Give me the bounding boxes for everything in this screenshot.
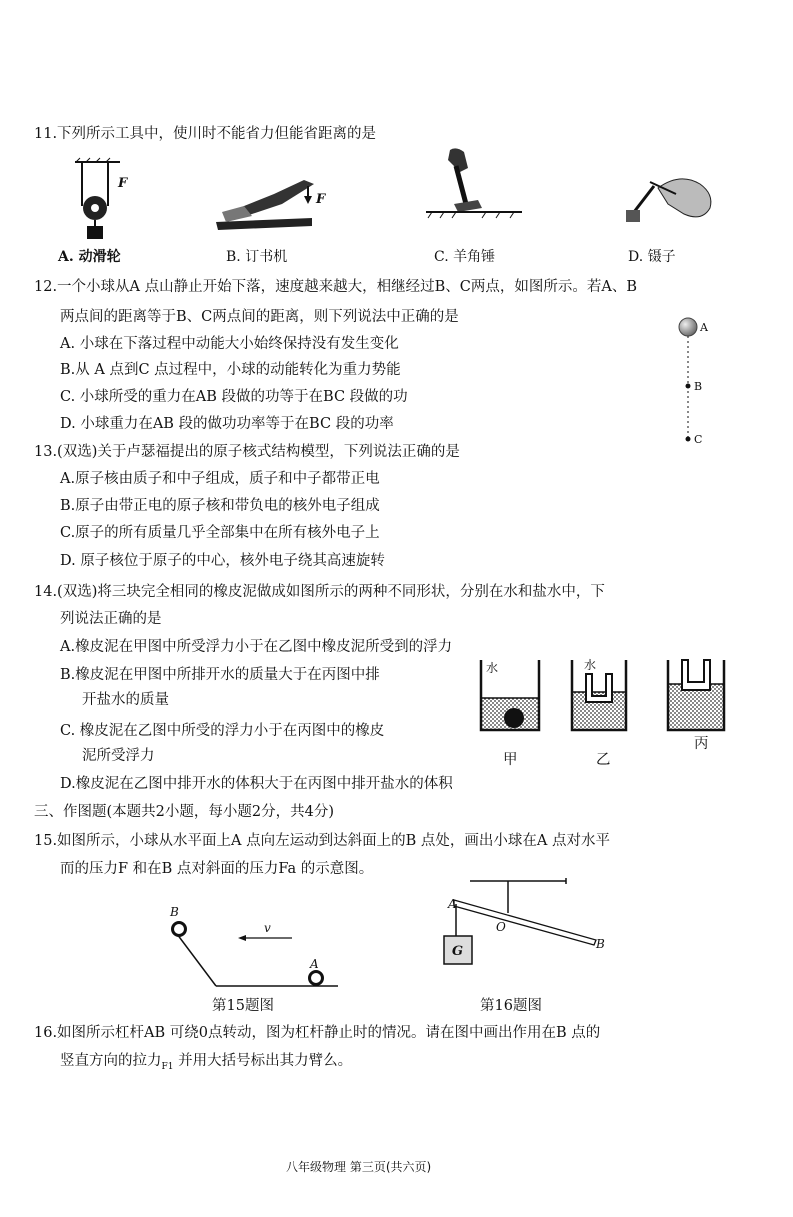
q13-option-d: D. 原子核位于原子的中心，核外电子绕其高速旋转	[60, 553, 385, 569]
q14-option-b-line1: B.橡皮泥在甲图中所排开水的质量大于在丙图中排	[60, 667, 380, 683]
lever-point-a-label: A	[448, 897, 457, 911]
beaker2-caption: 乙	[596, 752, 611, 768]
stapler-figure	[214, 174, 324, 234]
ball-point-c-label: C	[694, 433, 703, 446]
q14-option-c-line2: 泥所受浮力	[82, 748, 155, 764]
lever-point-b-label: B	[596, 937, 605, 951]
q12-option-b: B.从 A 点到C 点过程中，小球的动能转化为重力势能	[60, 362, 401, 378]
q11-stem: 11.下列所示工具中，使川时不能省力但能省距离的是	[34, 126, 377, 142]
q16-stem-line1: 16.如图所示杠杆AB 可绕0点转动，图为杠杆静止时的情况。请在图中画出作用在B 点的	[34, 1025, 601, 1041]
stapler-force-label: F	[316, 192, 326, 207]
q12-option-a: A. 小球在下落过程中动能大小始终保持没有发生变化	[60, 336, 399, 352]
q12-option-c: C. 小球所受的重力在AB 段做的功等于在BC 段做的功	[60, 389, 408, 405]
q13-stem: 13.(双选)关于卢瑟福提出的原子核式结构模型，下列说法正确的是	[34, 444, 460, 460]
lever-figure	[440, 878, 610, 973]
q15-stem-line2: 而的压力F 和在B 点对斜面的压力Fa 的示意图。	[60, 861, 374, 877]
velocity-label: v	[264, 921, 271, 935]
q14-option-c-line1: C. 橡皮泥在乙图中所受的浮力小于在丙图中的橡皮	[60, 723, 385, 739]
q15-stem-line1: 15.如图所示，小球从水平面上A 点向左运动到达斜面上的B 点处，画出小球在A 点对水平	[34, 833, 610, 849]
q14-stem-line1: 14.(双选)将三块完全相同的橡皮泥做成如图所示的两种不同形状，分别在水和盐水中，下	[34, 584, 605, 600]
pulley-figure	[70, 158, 140, 243]
page-footer: 八年级物理 第三页(共六页)	[286, 1160, 432, 1174]
beakers-figure	[478, 660, 758, 740]
ball-point-a-label: A	[700, 321, 708, 334]
section3-heading: 三、作图题(本题共2小题，每小题2分，共4分)	[34, 804, 334, 820]
claw-hammer-figure	[426, 146, 524, 224]
q16-stem-line2: 竖直方向的拉力$_{F1}$ 并用大括号标出其力臂么。	[60, 1053, 353, 1072]
q12-stem-line1: 12.一个小球从A 点山静止开始下落，速度越来越大，相继经过B、C两点，如图所示。若A、B	[34, 279, 638, 295]
incline-point-b-label: B	[170, 905, 179, 919]
q12-stem-line2: 两点间的距离等于B、C两点间的距离，则下列说法中正确的是	[60, 309, 459, 325]
q12-option-d: D. 小球重力在AB 段的做功功率等于在BC 段的功率	[60, 416, 394, 432]
q11-option-b: B. 订书机	[226, 249, 288, 265]
weight-g-label: G	[452, 944, 464, 959]
beaker3-caption: 丙	[694, 736, 709, 752]
beaker2-top-label: 水	[584, 658, 597, 672]
q15-caption: 第15题图	[212, 998, 274, 1014]
beaker1-caption: 甲	[503, 752, 518, 768]
ball-point-b-label: B	[694, 380, 703, 393]
q14-stem-line2: 列说法正确的是	[60, 611, 162, 627]
q13-option-a: A.原子核由质子和中子组成，质子和中子都带正电	[60, 471, 380, 487]
q14-option-b-line2: 开盐水的质量	[82, 692, 169, 708]
q13-option-b: B.原子由带正电的原子核和带负电的核外电子组成	[60, 498, 380, 514]
q11-option-d: D. 镊子	[628, 249, 676, 265]
pulley-force-label: F	[118, 176, 128, 191]
q16-caption: 第16题图	[480, 998, 542, 1014]
q13-option-c: C.原子的所有质量几乎全部集中在所有核外电子上	[60, 525, 380, 541]
q11-option-a: A. 动滑轮	[58, 249, 121, 265]
incline-ball-figure	[160, 900, 350, 995]
q14-option-d: D.橡皮泥在乙图中排开水的体积大于在丙图中排开盐水的体积	[60, 776, 453, 792]
incline-point-a-label: A	[310, 957, 319, 971]
q14-option-a: A.橡皮泥在甲图中所受浮力小于在乙图中橡皮泥所受到的浮力	[60, 639, 453, 655]
beaker1-top-label: 水	[486, 661, 499, 675]
q11-option-c: C. 羊角锤	[434, 249, 496, 265]
tweezers-figure	[624, 168, 720, 230]
lever-pivot-o-label: O	[496, 920, 506, 934]
